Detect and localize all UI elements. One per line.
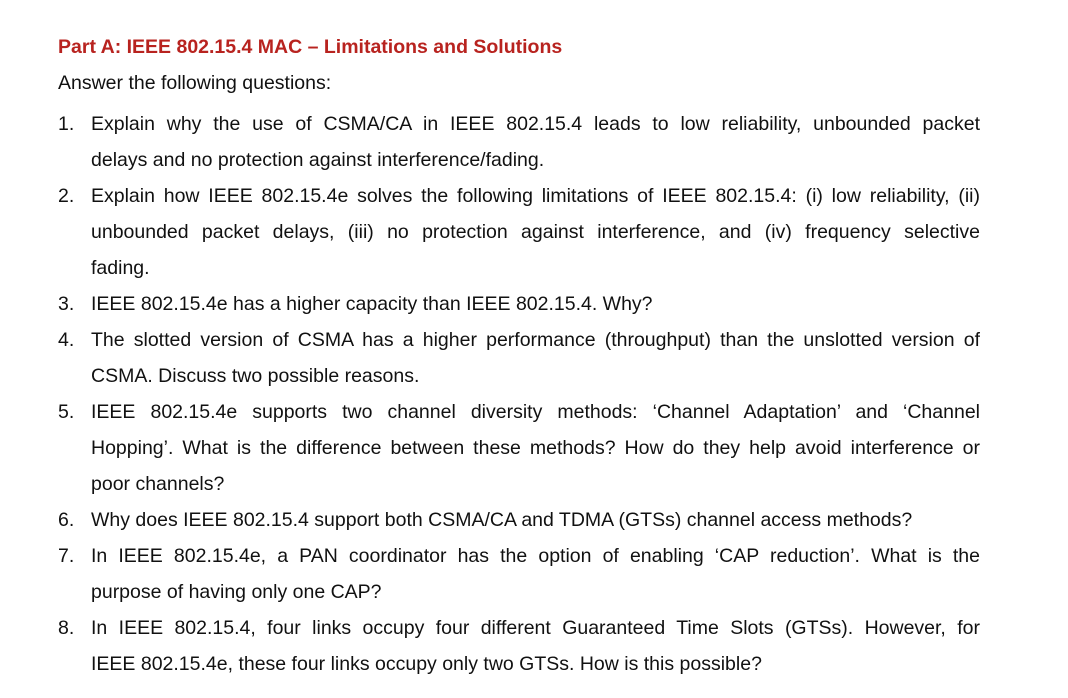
question-line: Explain why the use of CSMA/CA in IEEE 802.15.4 leads to low reliability, unbounded packet (91, 113, 980, 135)
question-line: Why does IEEE 802.15.4 support both CSMA/CA and TDMA (GTSs) channel access methods? (91, 509, 913, 531)
question-line: IEEE 802.15.4e supports two channel diversity methods: ‘Channel Adaptation’ and ‘Channel (91, 401, 980, 423)
section-heading: Part A: IEEE 802.15.4 MAC – Limitations and Solutions (58, 36, 563, 58)
question-number: 3. (58, 293, 75, 315)
question-line: IEEE 802.15.4e has a higher capacity than IEEE 802.15.4. Why? (91, 293, 653, 315)
question-item (58, 502, 980, 538)
question-line: In IEEE 802.15.4, four links occupy four different Guaranteed Time Slots (GTSs). However, for (91, 617, 980, 639)
question-item (58, 538, 980, 610)
question-line: Hopping’. What is the difference between these methods? How do they help avoid interference or (91, 437, 980, 459)
question-line: unbounded packet delays, (iii) no protection against interference, and (iv) frequency selective (91, 221, 980, 243)
question-line: CSMA. Discuss two possible reasons. (91, 365, 420, 387)
question-line: In IEEE 802.15.4e, a PAN coordinator has the option of enabling ‘CAP reduction’. What is the (91, 545, 980, 567)
document-page (58, 34, 980, 682)
question-line: poor channels? (91, 473, 225, 495)
question-number: 1. (58, 113, 75, 135)
question-number: 8. (58, 617, 75, 639)
question-item (58, 106, 980, 178)
question-number: 4. (58, 329, 75, 351)
question-item (58, 178, 980, 286)
question-line: Explain how IEEE 802.15.4e solves the following limitations of IEEE 802.15.4: (i) low reliability, (ii) (91, 185, 980, 207)
question-item (58, 394, 980, 502)
question-line: delays and no protection against interference/fading. (91, 149, 545, 171)
question-line: fading. (91, 257, 150, 279)
question-item (58, 610, 980, 682)
question-list (58, 106, 980, 682)
question-number: 5. (58, 401, 75, 423)
question-item (58, 286, 980, 322)
intro-text: Answer the following questions: (58, 72, 332, 94)
question-item (58, 322, 980, 394)
question-number: 6. (58, 509, 75, 531)
question-line: IEEE 802.15.4e, these four links occupy only two GTSs. How is this possible? (91, 653, 762, 675)
question-line: The slotted version of CSMA has a higher performance (throughput) than the unslotted version of (91, 329, 980, 351)
question-line: purpose of having only one CAP? (91, 581, 382, 603)
question-number: 7. (58, 545, 75, 567)
question-number: 2. (58, 185, 75, 207)
